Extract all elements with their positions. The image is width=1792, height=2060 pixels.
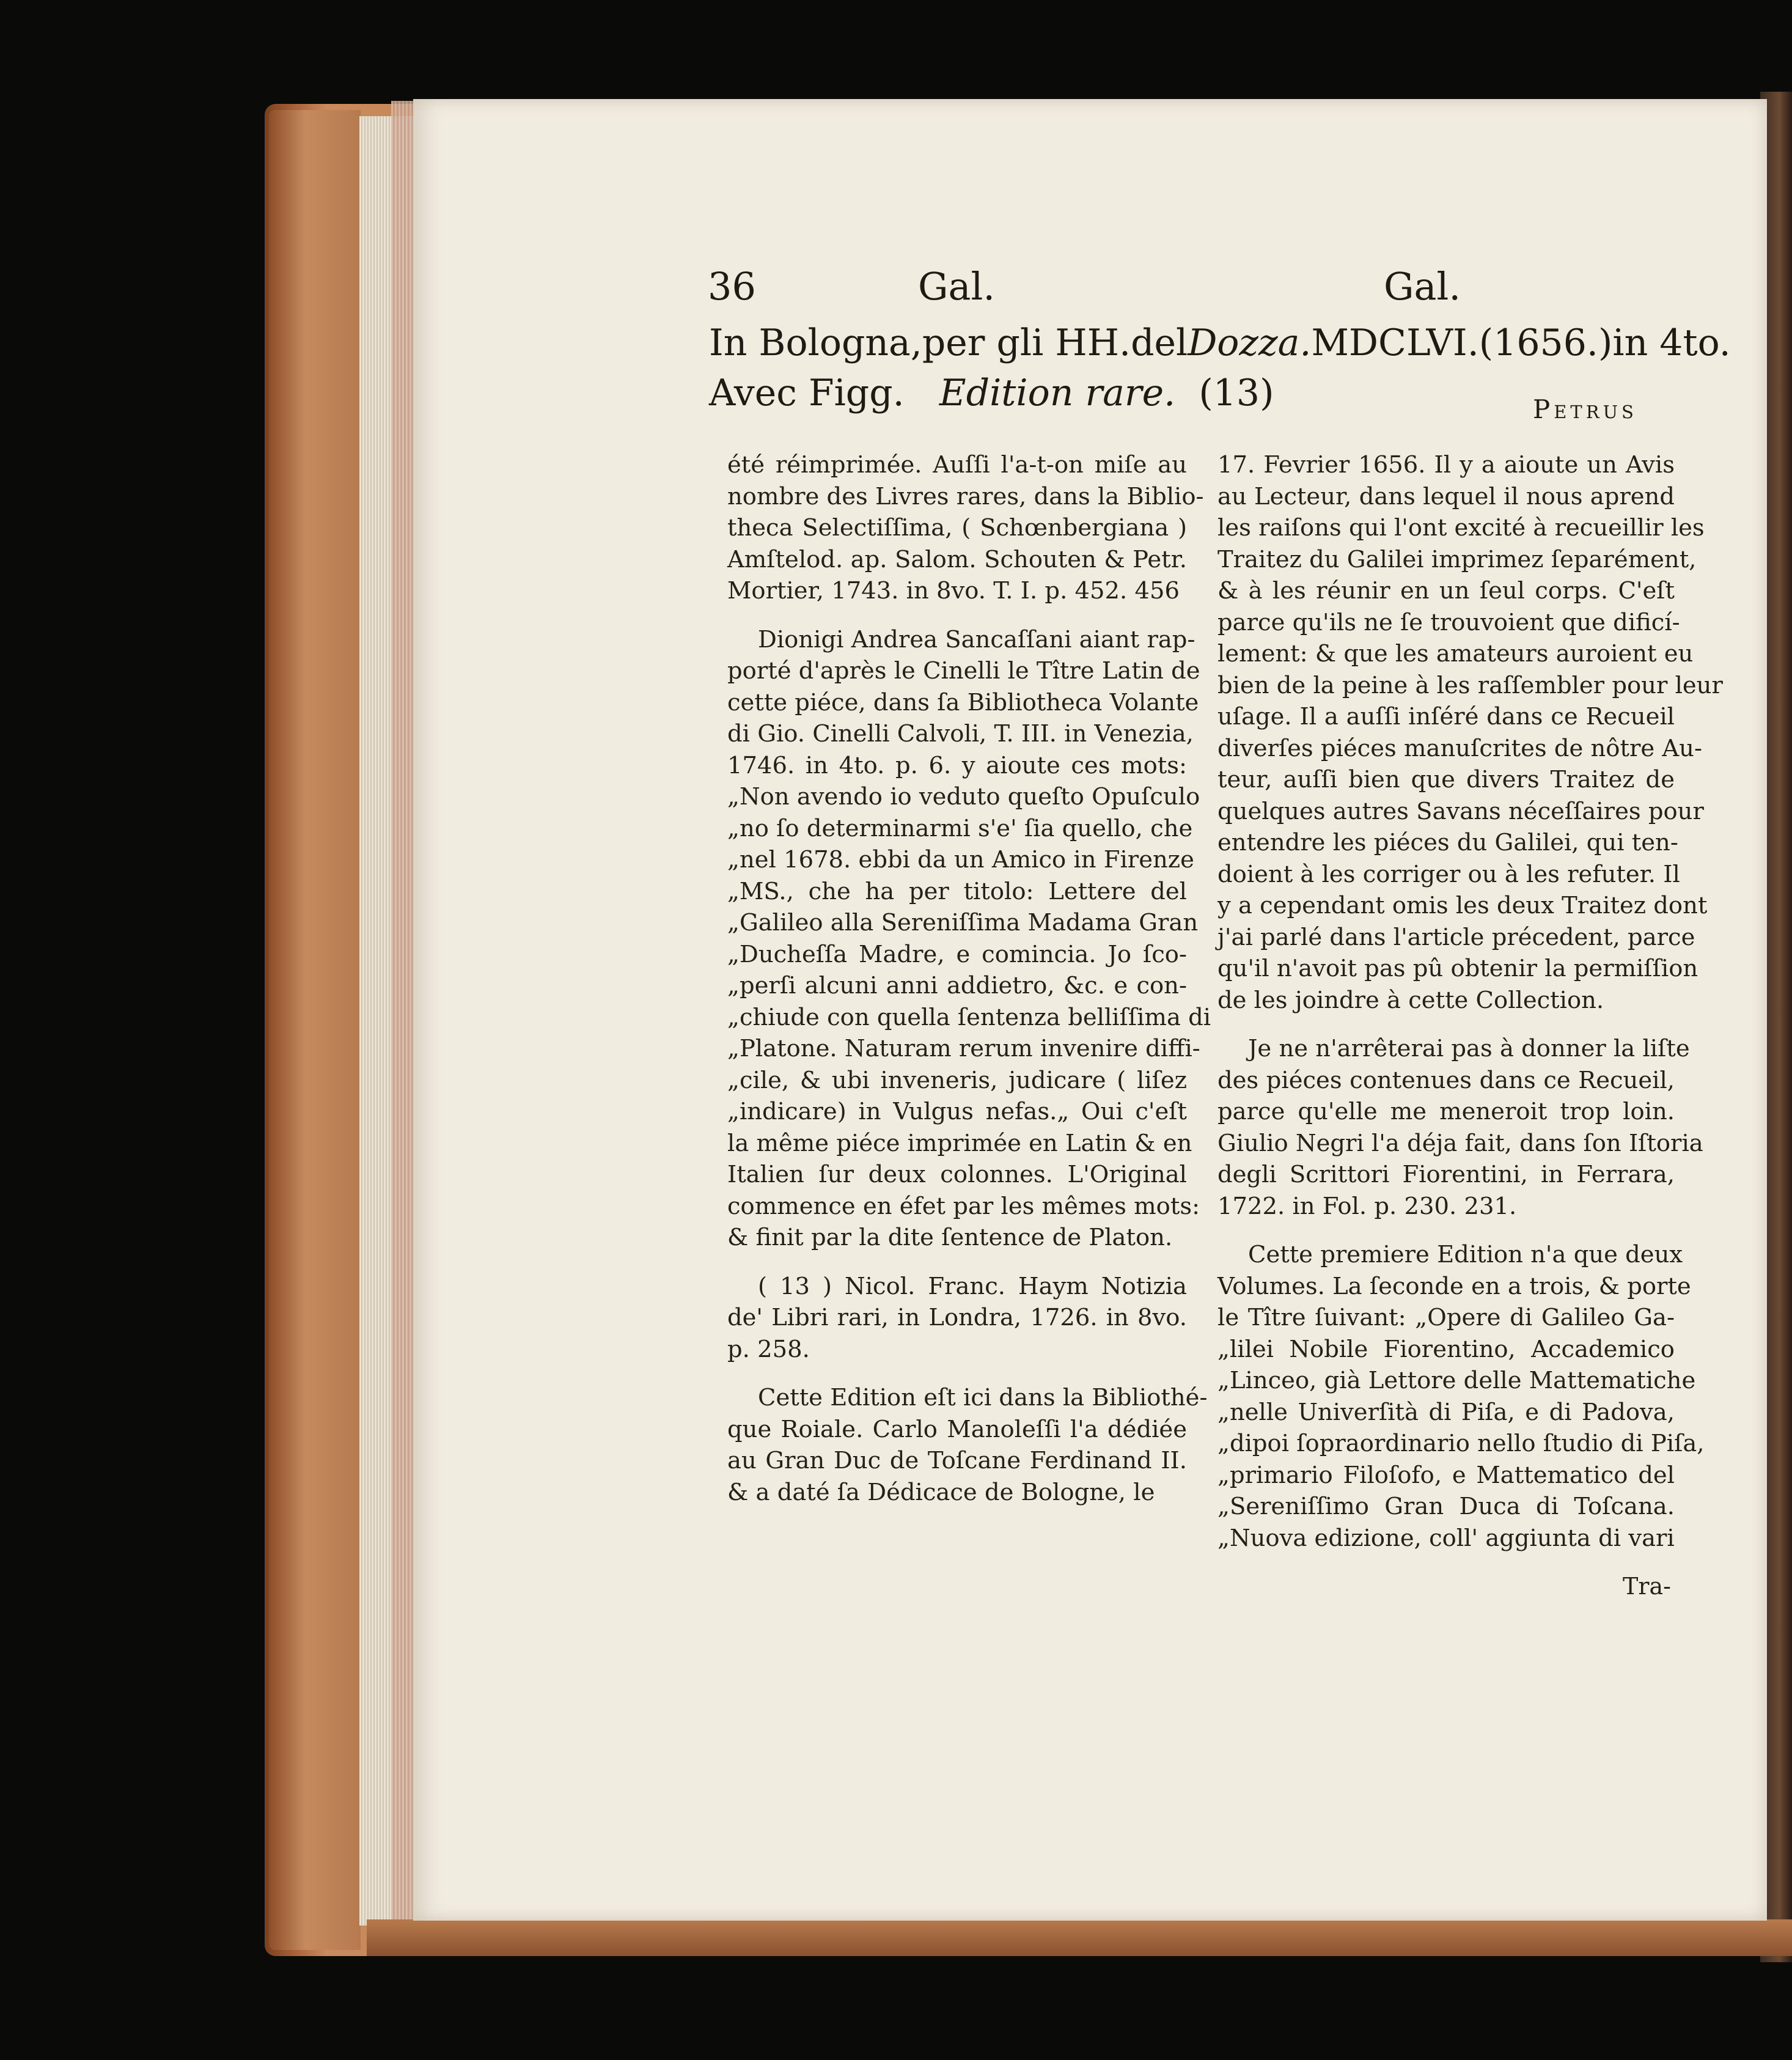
text-line: „Platone. Naturam rerum invenire diffi- (727, 1035, 1200, 1062)
running-head-left: Gal. (918, 264, 996, 309)
text-line: & à les réunir en un ſeul corps. C'eſt (1217, 577, 1675, 605)
text-line: „Ducheſſa Madre, e comincia. Jo ſco- (727, 940, 1187, 968)
text-line: cette piéce, dans ſa Bibliotheca Volante (727, 688, 1199, 716)
left-column (727, 449, 1211, 1525)
footnote-ref: (13) (1199, 372, 1274, 414)
text-line: doient à les corriger ou à les refuter. Il (1217, 860, 1680, 888)
text-line: des piéces contenues dans ce Recueil, (1217, 1066, 1675, 1094)
imprint-figures: Avec Figg. (709, 372, 905, 414)
text-line: bien de la peine à les raſſembler pour leur (1217, 671, 1723, 699)
text-line: que Roiale. Carlo Manoleſſi l'a dédiée (727, 1415, 1187, 1443)
text-line: „Linceo, già Lettore delle Mattematiche (1217, 1367, 1696, 1394)
text-line: „dipoi ſopraordinario nello ſtudio di Piſa, (1217, 1430, 1705, 1457)
text-line: teur, auſſi bien que divers Traitez de (1217, 766, 1675, 793)
paragraph (1217, 1239, 1705, 1554)
text-line: porté d'après le Cinelli le Tître Latin de (727, 657, 1200, 685)
text-line: „chiude con quella ſentenza belliſſima di (727, 1003, 1211, 1031)
cover-bottom-edge (367, 1919, 1792, 1956)
text-line: Volumes. La ſeconde en a trois, & porte (1217, 1272, 1691, 1300)
paragraph (727, 449, 1204, 607)
text-line: „MS., che ha per titolo: Lettere del (727, 877, 1187, 905)
imprint-line-2 (709, 368, 1669, 418)
text-line: „Non avendo io veduto queſto Opuſculo (727, 783, 1200, 811)
imprint-del: del (1131, 322, 1188, 364)
text-line: ( 13 ) Nicol. Franc. Haym Notizia (758, 1272, 1187, 1300)
text-line: au Lecteur, dans lequel il nous aprend (1217, 482, 1675, 510)
catchword-bottom: Tra- (1622, 1573, 1671, 1600)
text-line: 1722. in Fol. p. 230. 231. (1217, 1192, 1517, 1220)
text-line: j'ai parlé dans l'article précedent, parce (1217, 923, 1695, 951)
text-line: y a cependant omis les deux Traitez dont (1217, 892, 1708, 919)
text-line: „cile, & ubi inveneris, judicare ( liſez (727, 1066, 1187, 1094)
imprint-year-roman: MDCLVI. (1311, 322, 1479, 364)
imprint-printer: per gli HH. (922, 322, 1131, 364)
paragraph (1217, 449, 1723, 1016)
text-line: la même piéce imprimée en Latin & en (727, 1129, 1192, 1157)
imprint-printer-name: Dozza. (1188, 322, 1312, 364)
text-line: entendre les piéces du Galilei, qui ten- (1217, 829, 1678, 856)
text-line: uſage. Il a auſſi inſéré dans ce Recueil (1217, 703, 1675, 730)
cover-turn-in (269, 110, 361, 1950)
text-line: „primario Filoſofo, e Mattematico del (1217, 1461, 1675, 1489)
text-line: parce qu'elle me meneroit trop loin. (1217, 1098, 1675, 1125)
text-line: Italien ſur deux colonnes. L'Original (727, 1161, 1187, 1188)
imprint-block (709, 318, 1731, 418)
text-line: di Gio. Cinelli Calvoli, T. III. in Venezia, (727, 720, 1194, 748)
text-line: de' Libri rari, in Londra, 1726. in 8vo. (727, 1304, 1187, 1331)
text-line: Mortier, 1743. in 8vo. T. I. p. 452. 456 (727, 577, 1180, 605)
text-line: lement: & que les amateurs auroient eu (1217, 640, 1694, 668)
text-line: au Gran Duc de Toſcane Ferdinand II. (727, 1447, 1187, 1474)
text-line: Amſtelod. ap. Salom. Schouten & Petr. (727, 545, 1187, 573)
text-line: „nelle Univerſità di Piſa, e di Padova, (1217, 1398, 1675, 1426)
text-line: nombre des Livres rares, dans la Biblio- (727, 482, 1204, 510)
text-line: „Sereniſſimo Gran Duca di Toſcana. (1217, 1493, 1675, 1520)
paragraph (727, 624, 1211, 1254)
text-line: Traitez du Galilei imprimez ſeparément, (1217, 545, 1697, 573)
text-line: quelques autres Savans néceſſaires pour (1217, 797, 1704, 825)
paragraph (1217, 1033, 1703, 1222)
text-line: diverſes piéces manuſcrites de nôtre Au- (1217, 734, 1702, 762)
text-line: „perſi alcuni anni addietro, &c. e con- (727, 972, 1187, 999)
text-line: degli Scrittori Fiorentini, in Ferrara, (1217, 1161, 1675, 1188)
imprint-line-1 (709, 318, 1731, 368)
page-number: 36 (708, 264, 756, 309)
text-line: parce qu'ils ne ſe trouvoient que dificí- (1217, 608, 1680, 636)
imprint-place: In Bologna, (709, 322, 922, 364)
paragraph (727, 1271, 1187, 1366)
text-line: „lilei Nobile Fiorentino, Accademico (1217, 1335, 1675, 1363)
text-line: Giulio Negri l'a déja fait, dans ſon Iſtoria (1217, 1129, 1703, 1157)
text-line: les raiſons qui l'ont excité à recueillir les (1217, 514, 1705, 542)
text-line: de les joindre à cette Collection. (1217, 986, 1604, 1014)
text-line: Cette premiere Edition n'a que deux (1248, 1241, 1683, 1268)
imprint-format: in 4to. (1612, 322, 1731, 364)
text-line: été réimprimée. Auſſi l'a-t-on miſe au (727, 451, 1187, 479)
text-line: Dionigi Andrea Sancaſſani aiant rap- (758, 625, 1195, 653)
text-line: „indicare) in Vulgus nefas.„ Oui c'eſt (727, 1098, 1187, 1125)
text-line: Je ne n'arrêterai pas à donner la liſte (1248, 1035, 1690, 1062)
catchword-top: Petrus (1533, 394, 1637, 424)
text-line: „no ſo determinarmi s'e' ſia quello, che (727, 814, 1193, 842)
imprint-year: (1656.) (1478, 322, 1613, 364)
text-line: „nel 1678. ebbi da un Amico in Firenze (727, 846, 1194, 874)
text-line: p. 258. (727, 1335, 810, 1363)
text-line: & a daté ſa Dédicace de Bologne, le (727, 1478, 1155, 1506)
text-line: le Tître ſuivant: „Opere di Galileo Ga- (1217, 1304, 1675, 1331)
text-line: & finit par la dite ſentence de Platon. (727, 1224, 1173, 1251)
text-line: theca Selectiſſima, ( Schœnbergiana ) (727, 514, 1187, 542)
imprint-rarity: Edition rare. (939, 372, 1176, 414)
text-line: qu'il n'avoit pas pû obtenir la permiſſion (1217, 955, 1698, 982)
text-line: 1746. in 4to. p. 6. y aioute ces mots: (727, 751, 1187, 779)
running-head-right: Gal. (1384, 264, 1461, 309)
paragraph (727, 1382, 1208, 1508)
text-line: „Galileo alla Sereniſſima Madama Gran (727, 909, 1199, 936)
text-line: „Nuova edizione, coll' aggiunta di vari (1217, 1524, 1675, 1552)
right-column (1217, 449, 1723, 1600)
text-line: Cette Edition eſt ici dans la Bibliothé- (758, 1384, 1208, 1411)
text-line: 17. Fevrier 1656. Il y a aioute un Avis (1217, 451, 1675, 479)
text-line: commence en éfet par les mêmes mots: (727, 1192, 1200, 1220)
